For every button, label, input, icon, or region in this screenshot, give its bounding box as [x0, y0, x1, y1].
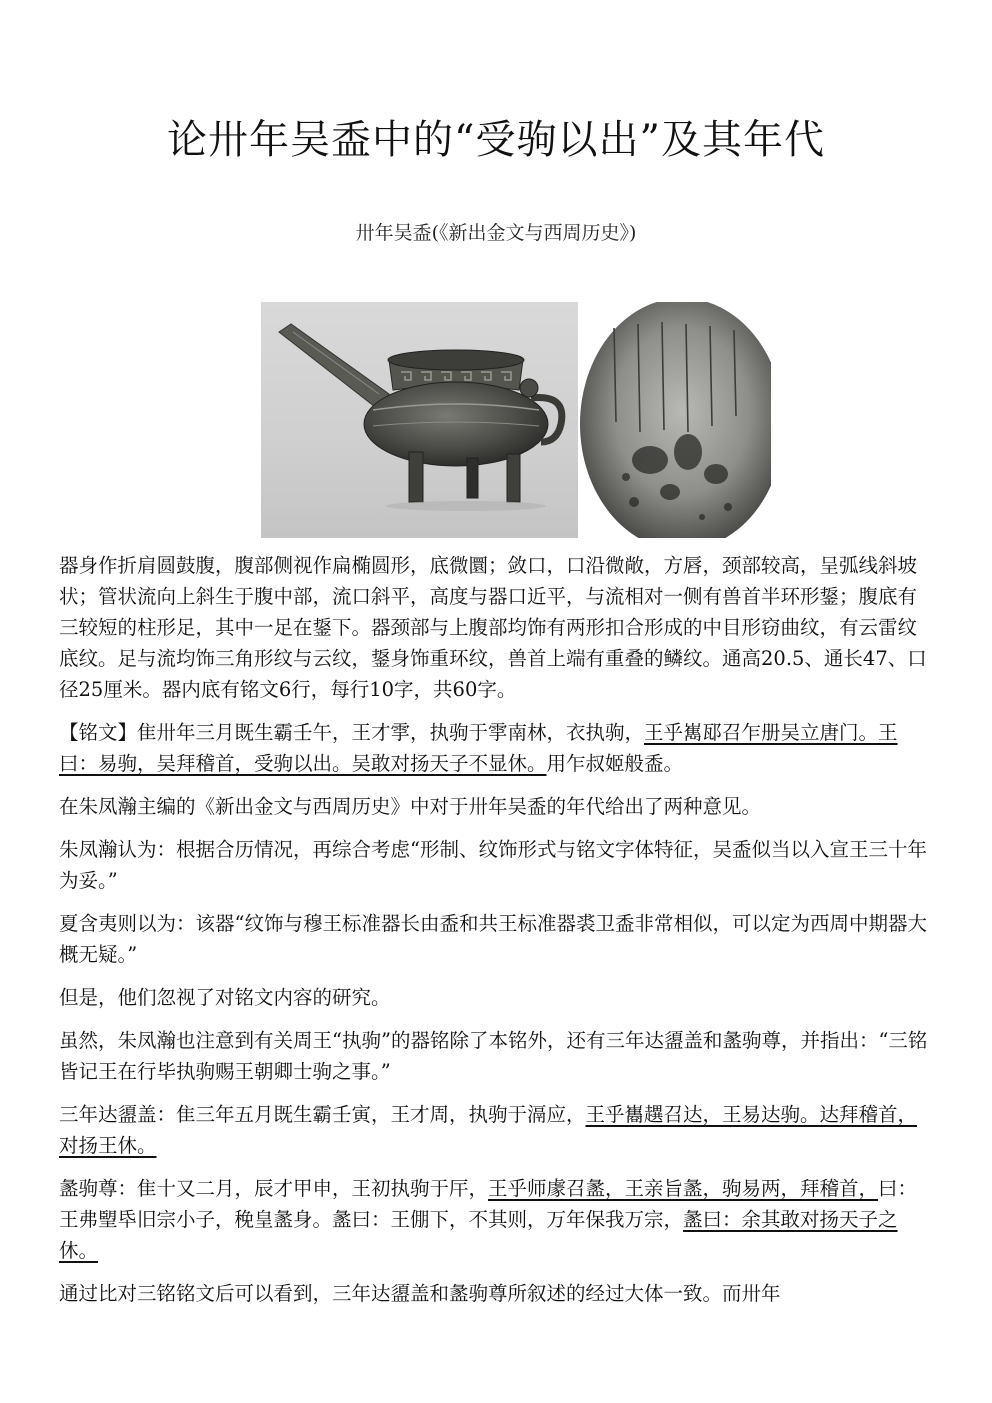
paragraph-xia-hanyi: 夏含夷则以为：该器“纹饰与穆王标准器长由盉和共王标准器裘卫盉非常相似，可以定为西周中期器大概无疑。” — [59, 912, 927, 966]
paragraph-overlooked: 但是，他们忽视了对铭文内容的研究。 — [59, 986, 391, 1009]
paragraph-comparison: 通过比对三铭铭文后可以看到，三年达盨盖和盠驹尊所叙述的经过大体一致。而卅年 — [59, 1282, 781, 1305]
document-title: 论卅年吴盉中的“受驹以出”及其年代 — [167, 117, 825, 163]
figure-caption: 卅年吴盉(《新出金文与西周历史》) — [355, 222, 637, 244]
inscription-end: 用乍叔姬般盉。 — [546, 752, 684, 775]
paragraph-li-ju-zun — [59, 1173, 935, 1266]
paragraph-da-xu-lid — [59, 1099, 935, 1161]
li-ju-underlined-2: 盠曰：余其敢对扬天子之休。 — [59, 1208, 898, 1262]
paragraph-zhu-fenghan: 朱凤瀚认为：根据合历情况，再综合考虑“形制、纹饰形式与铭文字体特征，吴盉似当以入宣王三十年为妥。” — [59, 838, 927, 892]
da-xu-text: 三年达盨盖：隹三年五月既生霸壬寅，王才周，执驹于滆应， — [59, 1103, 586, 1126]
li-ju-middle: 曰：王弗朢氒旧宗小子，䅋皇盠身。盠曰：王倗下，不其则，万年保我万宗， — [59, 1177, 918, 1231]
paragraph-zhiju: 虽然，朱凤瀚也注意到有关周王“执驹”的器铭除了本铭外，还有三年达盨盖和盠驹尊，并指出：“三铭皆记王在行毕执驹赐王朝卿士驹之事。” — [59, 1029, 928, 1083]
inscription-text: 【铭文】隹卅年三月既生霸壬午，王才𩁹，执驹于𩁹南林，衣执驹， — [59, 721, 645, 744]
bronze-vessel-photo — [261, 302, 578, 538]
da-xu-underlined: 王乎巂趩召达，王易达驹。达拜稽首，对扬王休。 — [59, 1103, 918, 1157]
li-ju-text: 盠驹尊：隹十又二月，辰才甲申，王初执驹于厈， — [59, 1177, 489, 1200]
inscription-rubbing-photo — [578, 302, 771, 538]
figure — [261, 302, 771, 538]
li-ju-underlined-1: 王乎师豦召盠，王亲旨盠，驹易两，拜稽首， — [488, 1177, 879, 1200]
vessel-description: 器身作折肩圆鼓腹，腹部侧视作扁椭圆形，底微圜；敛口，口沿微敞，方唇，颈部较高，呈弧线斜坡状；管状流向上斜生于腹中部，流口斜平，高度与器口近平，与流相对一侧有兽首半环形鋬；腹底有三较短的柱形足，其中一足在鋬下。器颈部与上腹部均饰有两形扣合形成的中目形窃曲纹，有云雷纹底纹。足与流均饰三角形纹与云纹，鋬身饰重环纹，兽首上端有重叠的鳞纹。通高20.5、通长47、口径25厘米。器内底有铭文6行，每行10字，共60字。 — [59, 554, 927, 701]
paragraph-dating-views: 在朱凤瀚主编的《新出金文与西周历史》中对于卅年吴盉的年代给出了两种意见。 — [59, 795, 762, 818]
inscription-paragraph — [59, 717, 935, 779]
article-body — [59, 550, 935, 1321]
inscription-underlined: 王乎嶲邷召乍册吴立唐门。王曰：易驹，吴拜稽首，受驹以出。吴敢对扬天子不显休。 — [59, 721, 898, 775]
